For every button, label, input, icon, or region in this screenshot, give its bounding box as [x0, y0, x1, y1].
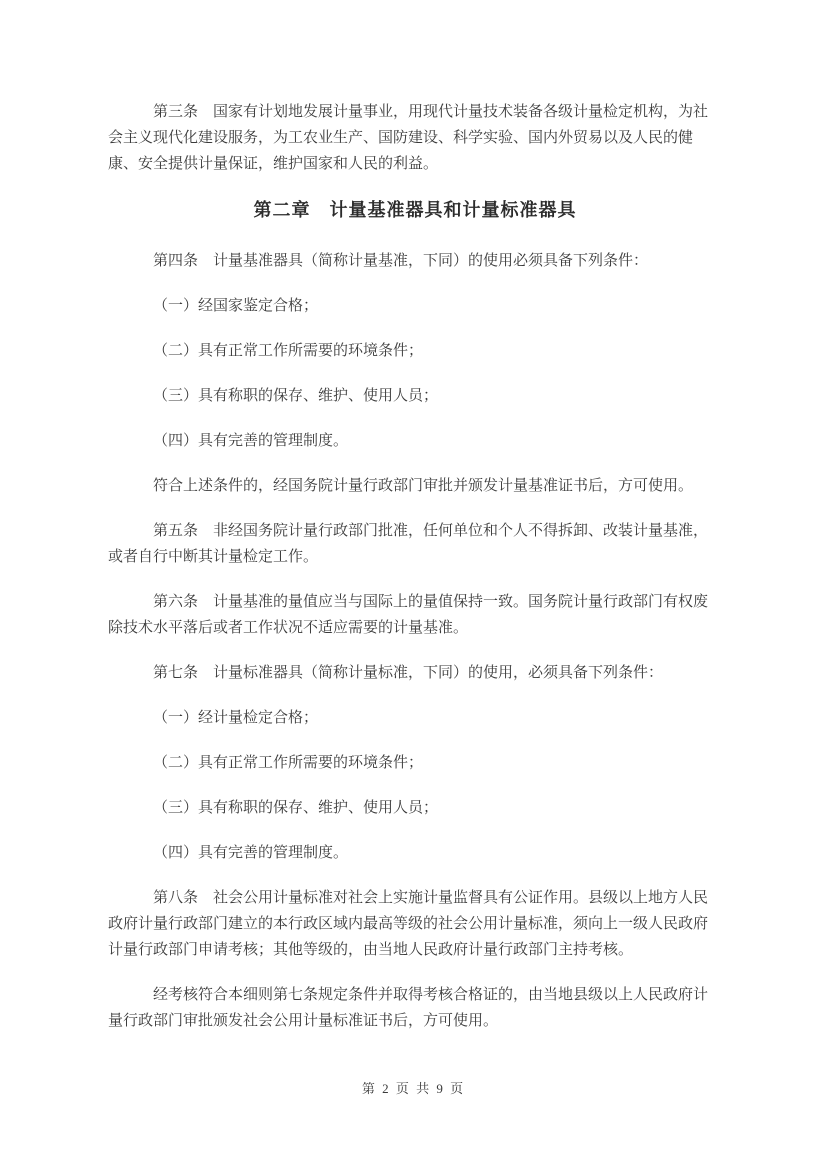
article-4-item-2: （二）具有正常工作所需要的环境条件；: [153, 343, 424, 359]
article-4-item-3: （三）具有称职的保存、维护、使用人员；: [153, 388, 439, 404]
paragraph-article-5: 第五条 非经国务院计量行政部门批准，任何单位和个人不得拆卸、改装计量基准，或者自行中断其计量检定工作。: [108, 523, 709, 565]
article-4-item-1: （一）经国家鉴定合格；: [153, 298, 319, 314]
paragraph-article-8-closing: 经考核符合本细则第七条规定条件并取得考核合格证的，由当地县级以上人民政府计量行政部门审批颁发社会公用计量标准证书后，方可使用。: [108, 987, 709, 1029]
paragraph-article-4-closing: 符合上述条件的，经国务院计量行政部门审批并颁发计量基准证书后，方可使用。: [153, 478, 694, 494]
paragraph-article-6: 第六条 计量基准的量值应当与国际上的量值保持一致。国务院计量行政部门有权废除技术水平落后或者工作状况不适应需要的计量基准。: [108, 594, 709, 636]
paragraph-article-4: 第四条 计量基准器具（简称计量基准，下同）的使用必须具备下列条件：: [153, 253, 649, 269]
page-number-footer: 第 2 页 共 9 页: [361, 1081, 466, 1096]
document-body: [108, 99, 722, 1053]
paragraph-article-3: 第三条 国家有计划地发展计量事业，用现代计量技术装备各级计量检定机构，为社会主义现代化建设服务，为工农业生产、国防建设、科学实验、国内外贸易以及人民的健康、安全提供计量保证，维护国家和人民的利益。: [108, 104, 709, 172]
article-7-item-4: （四）具有完善的管理制度。: [153, 845, 349, 861]
article-4-item-4: （四）具有完善的管理制度。: [153, 433, 349, 449]
article-7-item-3: （三）具有称职的保存、维护、使用人员；: [153, 800, 439, 816]
paragraph-article-8: 第八条 社会公用计量标准对社会上实施计量监督具有公证作用。县级以上地方人民政府计量行政部门建立的本行政区域内最高等级的社会公用计量标准，须向上一级人民政府计量行政部门申请考核；其他等级的，由当地人民政府计量行政部门主持考核。: [108, 890, 709, 958]
chapter-2-heading: 第二章 计量基准器具和计量标准器具: [253, 200, 577, 220]
article-7-item-1: （一）经计量检定合格；: [153, 710, 319, 726]
paragraph-article-7: 第七条 计量标准器具（简称计量标准，下同）的使用，必须具备下列条件：: [153, 665, 664, 681]
article-7-item-2: （二）具有正常工作所需要的环境条件；: [153, 755, 424, 771]
